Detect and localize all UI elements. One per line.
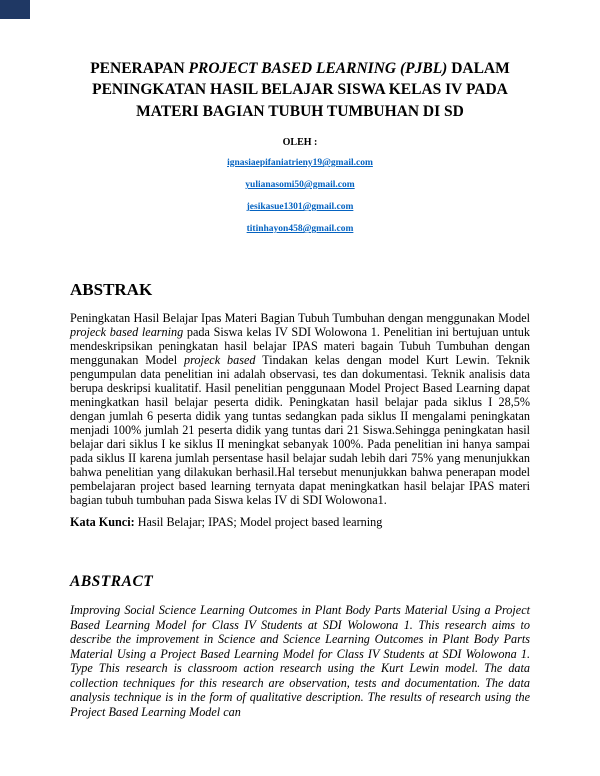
byline-label: OLEH : (282, 137, 318, 149)
abstract-en-body: Improving Social Science Learning Outcomes in Plant Body Parts Material Using a Project Based Learning Model for Class IV Students at SDI Wolowona 1. This research aims to describe the improvement in Science and Science Learning Outcomes in Plant Body Parts Material Using a Project Based Learning Model for Class IV Students at SDI Wolowona 1. Type This research is classroom action research using the Kurt Lewin model. The data collection techniques for this research are observation, tests and documentation. The data analysis technique is in the form of qualitative description. The results of research using the Project Based Learning Model can (70, 603, 530, 719)
author-email-row (70, 214, 530, 236)
author-emails (70, 148, 530, 236)
author-email-row (70, 192, 530, 214)
paper-title-line-2: PENINGKATAN HASIL BELAJAR SISWA KELAS IV PADA (92, 81, 508, 99)
paper-title-line-3: MATERI BAGIAN TUBUH TUMBUHAN DI SD (136, 102, 464, 120)
author-email-link-2[interactable]: yulianasomi50@gmail.com (245, 180, 355, 191)
author-email-link-4[interactable]: titinhayon458@gmail.com (246, 224, 354, 235)
abstrak-heading: ABSTRAK (70, 280, 153, 300)
corner-artifact (0, 0, 30, 19)
abstrak-body: Peningkatan Hasil Belajar Ipas Materi Bagian Tubuh Tumbuhan dengan menggunakan Model projeck based learning pada Siswa kelas IV SDI Wolowona 1. Penelitian ini bertujuan untuk mendeskripsikan peningkatan hasil belajar IPAS materi bagain Tubuh Tumbuhan dengan menggunakan Model projeck based Tindakan kelas dengan model Kurt Lewin. Teknik pengumpulan data penelitian ini adalah observasi, tes dan dokumentasi. Teknik analisis data berupa deskripsi kualitatif. Hasil penelitian penggunaan Model Project Based Learning dapat meningkatkan hasil belajar peserta didik. Peningkatan hasil belajar pada siklus I 28,5% dengan jumlah 6 peserta didik yang tuntas sedangkan pada siklus II mengalami peningkatan menjadi 100% jumlah 21 peserta didik yang tuntas dari 21 Siswa.Sehingga peningkatan hasil belajar dari siklus I ke siklus II meningkat sebanyak 100%. Pada penelitian ini hanya sampai pada siklus II karena jumlah persentase hasil belajar sudah lebih dari 75% yang menunjukkan bahwa penelitian yang dilakukan berhasil.Hal tersebut menunjukkan bahwa penerapan model pembelajaran project based learning ternyata dapat meningkatkan hasil belajar IPAS materi bagian tubuh tumbuhan pada Siswa kelas IV di SDI Wolowona1. (70, 311, 530, 508)
keywords-line: Kata Kunci: Hasil Belajar; IPAS; Model project based learning (70, 515, 383, 530)
author-email-row (70, 170, 530, 192)
author-email-row (70, 148, 530, 170)
paper-title (70, 58, 530, 122)
author-email-link-1[interactable]: ignasiaepifaniatrieny19@gmail.com (227, 158, 373, 169)
paper-title-line-1: PENERAPAN PROJECT BASED LEARNING (PJBL) DALAM (90, 60, 510, 77)
author-email-link-3[interactable]: jesikasue1301@gmail.com (246, 202, 354, 213)
abstract-heading: ABSTRACT (70, 573, 154, 591)
